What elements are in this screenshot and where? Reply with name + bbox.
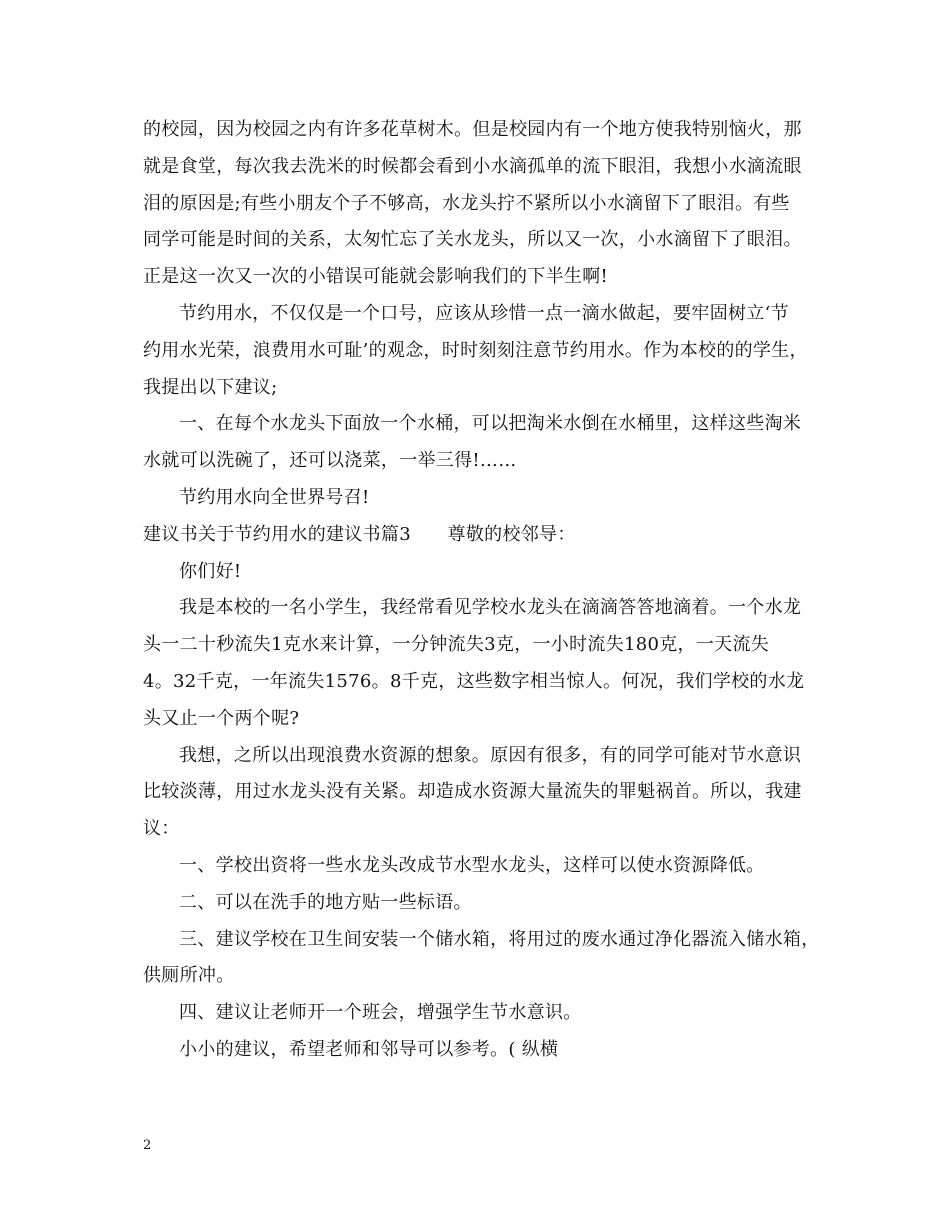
text-line: 正是这一次又一次的小错误可能就会影响我们的下半生啊! [143,266,609,288]
page-number: 2 [143,1138,152,1153]
section-heading: 建议书关于节约用水的建议书篇3 尊敬的校邻导： [143,523,576,545]
text-line: 小小的建议，希望老师和邻导可以参考。( 纵横 [179,1038,559,1060]
text-line: 的校园，因为校园之内有许多花草树木。但是校园内有一个地方使我特别恼火，那 [143,119,802,140]
text-line: 节约用水，不仅仅是一个口号，应该从珍惜一点一滴水做起，要牢固树立‘节 [179,302,789,324]
text-line: 头又止一个两个呢? [143,707,300,729]
text-line: 水就可以洗碗了，还可以浇菜，一举三得!…… [143,450,517,472]
text-line: 供厕所冲。 [143,965,235,987]
text-line: 二、可以在洗手的地方贴一些标语。 [179,891,472,913]
text-line: 我是本校的一名小学生，我经常看见学校水龙头在滴滴答答地滴着。一个水龙 [179,597,802,619]
text-line: 就是食堂，每次我去洗米的时候都会看到小水滴孤单的流下眼泪，我想小水滴流眼 [143,155,802,177]
text-line: 一、学校出资将一些水龙头改成节水型水龙头，这样可以使水资源降低。 [179,854,765,876]
text-line: 四、建议让老师开一个班会，增强学生节水意识。 [179,1002,582,1024]
document-body [143,112,818,1069]
text-line: 一、在每个水龙头下面放一个水桶，可以把淘米水倒在水桶里，这样这些淘米 [179,413,802,435]
text-line: 节约用水向全世界号召! [179,486,370,508]
text-line: 你们好! [179,560,242,582]
text-line: 议： [143,818,180,840]
text-line: 比较淡薄，用过水龙头没有关紧。却造成水资源大量流失的罪魁祸首。所以，我建 [143,781,802,803]
text-line: 头一二十秒流失1克水来计算，一分钟流失3克，一小时流失180克，一天流失 [143,634,770,656]
text-line: 同学可能是时间的关系，太匆忙忘了关水龙头，所以又一次，小水滴留下了眼泪。 [143,229,802,251]
text-line: 三、建议学校在卫生间安装一个储水箱，将用过的废水通过净化器流入储水箱， [179,928,820,950]
text-line: 4。32千克，一年流失1576。8千克，这些数字相当惊人。何况，我们学校的水龙 [143,670,805,692]
text-line: 泪的原因是;有些小朋友个子不够高，水龙头拧不紧所以小水滴留下了眼泪。有些 [143,192,790,214]
text-line: 约用水光荣，浪费用水可耻’的观念，时时刻刻注意节约用水。作为本校的的学生， [143,339,808,361]
text-line: 我想，之所以出现浪费水资源的想象。原因有很多，有的同学可能对节水意识 [179,744,802,766]
text-line: 我提出以下建议; [143,376,278,398]
